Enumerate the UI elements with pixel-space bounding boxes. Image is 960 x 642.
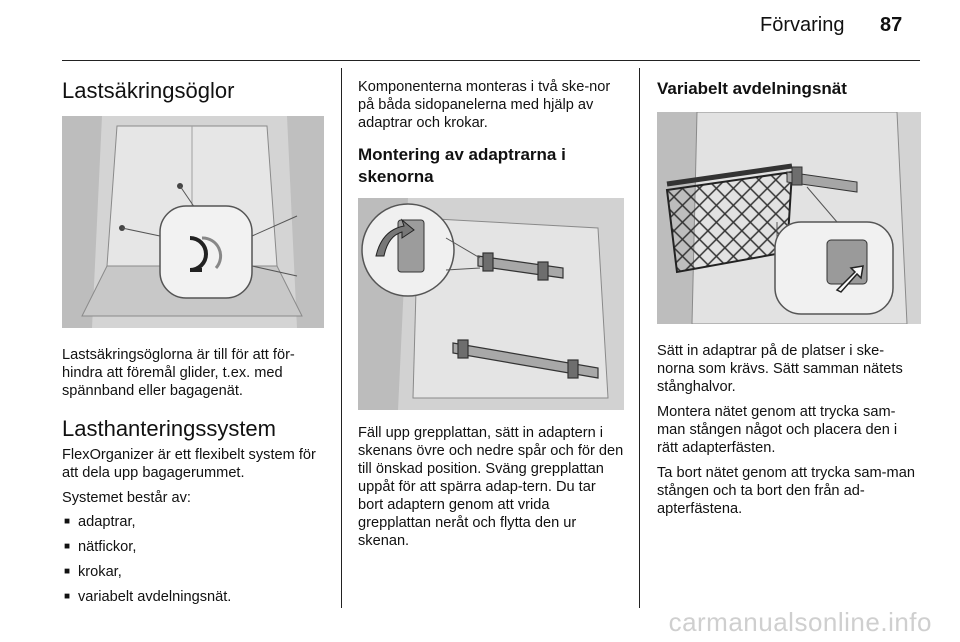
section-title: Förvaring [760,14,845,36]
figure-cargo-tie-down-hooks [62,116,324,328]
paragraph-components-mounted: Komponenterna monteras i två ske-nor på båda sidopanelerna med hjälp av adaptrar och krokar. [358,79,611,131]
list-item: ■ nätfickor, [62,538,324,556]
list-item: ■ variabelt avdelningsnät. [62,588,324,606]
column-2 [358,72,624,550]
figure-partition-net [657,112,921,324]
heading-lasthanteringssystem: Lasthanteringssystem [62,416,276,441]
list-item: ■ krokar, [62,563,324,581]
paragraph-mount-net: Montera nätet genom att trycka sam-man stången något och placera den i rätt adapterfästen. [657,404,898,456]
paragraph-adapter-instructions: Fäll upp grepplattan, sätt in adaptern i skenans övre och nedre spår och för den till önskad position. Sväng grepplattan uppåt för att spärra adap-tern. Du tar bort adaptern genom att vrida grepplattan neråt och flytta den ur skenan. [358,425,624,549]
column-divider-2 [639,68,640,608]
paragraph-flexorganizer: FlexOrganizer är ett flexibelt system för att dela upp bagagerummet. [62,447,316,481]
paragraph-tie-down-description: Lastsäkringsöglorna är till för att för-hindra att föremål glider, t.ex. med spännband eller bagagenät. [62,347,295,399]
heading-lastsakringsoglor: Lastsäkringsöglor [62,78,235,103]
header-rule [62,60,920,61]
page-number: 87 [880,14,903,36]
column-1 [62,72,324,613]
list-item: ■ adaptrar, [62,513,324,531]
paragraph-system-consists: Systemet består av: [62,490,191,506]
column-3 [657,72,921,518]
figure-adapter-in-rail [358,198,624,410]
paragraph-insert-adapters: Sätt in adaptrar på de platser i ske-norna som krävs. Sätt samman nätets stånghalvor. [657,343,903,395]
component-list [62,513,324,606]
heading-variable-partition-net: Variabelt avdelningsnät [657,79,847,98]
paragraph-remove-net: Ta bort nätet genom att trycka sam-man stången och ta bort den från ad-apterfästena. [657,465,915,517]
heading-mounting-adapters: Montering av adaptrarna i skenorna [358,145,566,186]
column-divider-1 [341,68,342,608]
watermark: carmanualsonline.info [668,607,932,637]
